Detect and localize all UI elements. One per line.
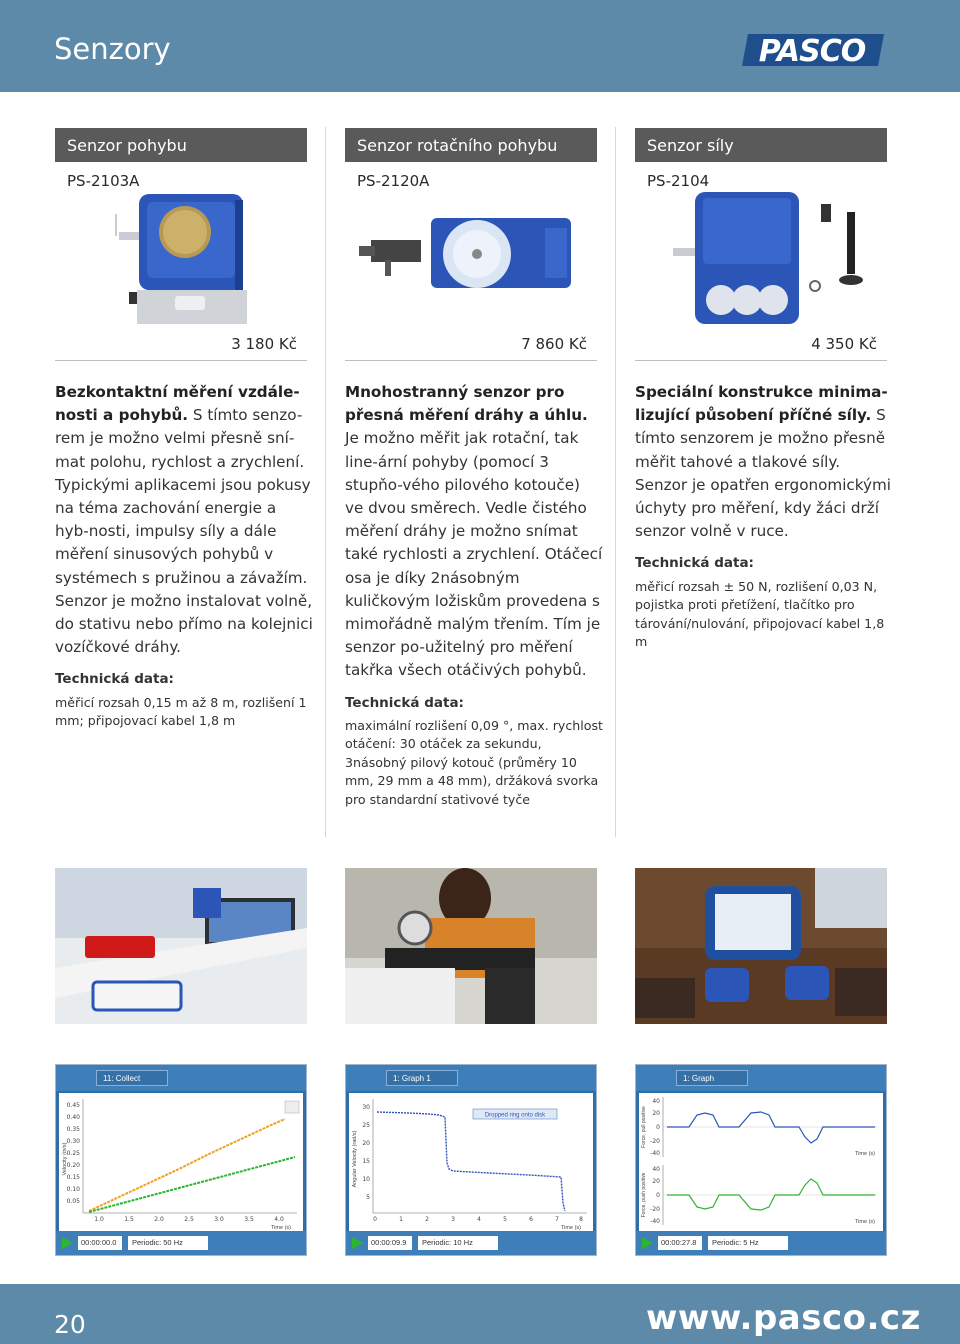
x-tick: 4 [477,1216,481,1223]
rotary-experiment-photo [345,868,597,1024]
description-body: S tímto senzo-rem je možno velmi přesně sní-mat polohu, rychlost a zrychlení. Typickými aplikacemi jsou pokusy na téma zachování energie a hyb-nosti, impulsy síly a dále měření sinusových pohybů v systémech s pružinou a závažím. Senzor je možno instalovat volně, do stativu nebo přímo na kolejnici vozíčkové dráhy. [55,406,313,657]
website-link[interactable]: www.pasco.cz [646,1298,921,1338]
product-code: PS-2120A [357,172,430,190]
product-name: Senzor rotačního pohybu [345,128,597,162]
description-lead: Mnohostranný senzor pro přesná měření dráhy a úhlu. [345,383,588,425]
product-price: 7 860 Kč [521,335,587,353]
y-tick: 0.20 [66,1162,80,1169]
description-body: Je možno měřit jak rotační, tak line-ární pohyby (pomocí 3 stupňo-vého pilového kotouče) ve dvou směrech. Vedle čistého měření dráhy je možno snímat také rychlosti a zrychlení. Otáčecí osa je díky 2násobným kuličkovým ložiskům provedena s mimořádně malým třením. Tím je senzor po-užitelný pro měření takřka všech otáčivých pohybů. [345,429,603,680]
page-tab[interactable]: 1: Graph [676,1070,748,1086]
product-price: 4 350 Kč [811,335,877,353]
app-status-bar [636,1231,886,1255]
x-tick: 2 [425,1216,429,1223]
product-card-force [635,128,887,368]
divider [635,360,887,361]
x-tick: 3.5 [244,1216,254,1223]
app-toolbar [346,1065,596,1091]
product-name: Senzor pohybu [55,128,307,162]
x-tick: 0 [373,1216,377,1223]
motion-sensor-image [55,188,307,328]
software-screenshot-motion [55,1064,307,1256]
app-status-bar [346,1231,596,1255]
y-tick: 20 [652,1178,660,1185]
y-tick: 0.45 [66,1102,80,1109]
elapsed-time: 00:00:09.9 [368,1236,412,1250]
product-code: PS-2103A [67,172,140,190]
x-tick: 2.0 [154,1216,164,1223]
product-description [55,381,313,731]
y-tick: 0 [656,1192,660,1199]
page-title: Senzory [54,32,171,66]
x-axis-label: Time (s) [271,1225,291,1231]
elapsed-time: 00:00:00.0 [78,1236,122,1250]
tech-heading: Technická data: [635,555,754,572]
product-card-motion [55,128,307,368]
x-axis-label: Time (s) [855,1219,875,1225]
y-tick: 40 [652,1098,660,1105]
app-status-bar [56,1231,306,1255]
svg-text:PASCO: PASCO [758,34,866,66]
x-axis-label: Time (s) [561,1225,581,1231]
pasco-logo [742,34,884,66]
y-tick: 10 [362,1176,370,1183]
x-tick: 2.5 [184,1216,194,1223]
angular-velocity-graph [349,1093,593,1231]
y-tick: 0.30 [66,1138,80,1145]
product-price: 3 180 Kč [231,335,297,353]
software-screenshot-rotary [345,1064,597,1256]
description-body: S tímto senzorem je možno přesně měřit tahové a tlakové síly. Senzor je opatřen ergonomickými úchyty pro měření, kdy žáci drží senzor volně v ruce. [635,406,892,541]
play-icon[interactable] [640,1236,654,1250]
y-tick: -40 [650,1218,660,1225]
sample-rate[interactable]: Periodic: 10 Hz [418,1236,498,1250]
y-tick: 25 [362,1122,370,1129]
y-ticks [67,1102,81,1205]
velocity-graph [59,1093,303,1231]
y-tick: 20 [362,1140,370,1147]
product-card-rotary [345,128,597,368]
y-tick: 0.10 [66,1186,80,1193]
app-toolbar [636,1065,886,1091]
motion-experiment-photo [55,868,307,1024]
divider [345,360,597,361]
page-tab[interactable]: 1: Graph 1 [386,1070,458,1086]
tech-data: měřicí rozsah 0,15 m až 8 m, rozlišení 1 mm; připojovací kabel 1,8 m [55,694,307,729]
divider [55,360,307,361]
play-icon[interactable] [350,1236,364,1250]
x-ticks [94,1216,284,1223]
rotary-sensor-image [345,188,597,328]
sample-rate[interactable]: Periodic: 50 Hz [128,1236,208,1250]
x-tick: 3.0 [214,1216,224,1223]
y-tick: 0.40 [66,1114,80,1121]
tech-data: maximální rozlišení 0,09 °, max. rychlost otáčení: 30 otáček za sekundu, 3násobný pilový kotouč (průměry 10 mm, 29 mm a 48 mm), držáková svorka pro standardní stativové tyče [345,717,603,807]
x-tick: 3 [451,1216,455,1223]
series-line [89,1119,285,1211]
force-experiment-photo [635,868,887,1024]
product-description [345,381,603,809]
y-tick: 0.35 [66,1126,80,1133]
force-sensor-image [635,188,887,328]
x-tick: 7 [555,1216,559,1223]
y-tick: -20 [650,1206,660,1213]
x-tick: 5 [503,1216,507,1223]
page-number: 20 [54,1310,86,1339]
x-tick: 6 [529,1216,533,1223]
force-graph [639,1093,883,1231]
software-screenshot-force [635,1064,887,1256]
tech-heading: Technická data: [55,671,174,688]
y-tick: 0 [656,1124,660,1131]
elapsed-time: 00:00:27.8 [658,1236,702,1250]
series-line [667,1112,875,1143]
product-description [635,381,893,652]
series-line [377,1112,565,1211]
tech-heading: Technická data: [345,694,464,711]
product-name: Senzor síly [635,128,887,162]
tech-data: měřicí rozsah ± 50 N, rozlišení 0,03 N, pojistka proti přetížení, tlačítko pro tárování/nulování, připojovací kabel 1,8 m [635,578,885,650]
series-line [667,1179,875,1210]
product-code: PS-2104 [647,172,710,190]
x-tick: 1.5 [124,1216,134,1223]
play-icon[interactable] [60,1236,74,1250]
y-tick: 30 [362,1104,370,1111]
x-tick: 1.0 [94,1216,104,1223]
page-tab[interactable]: 11: Collect [96,1070,168,1086]
y-tick: 5 [366,1194,370,1201]
graph-annotation: Dropped ring onto disk [484,1112,546,1119]
y-tick: 15 [362,1158,370,1165]
description-lead: Speciální konstrukce minima-lizující působení příčné síly. [635,383,888,425]
y-tick: -20 [650,1138,660,1145]
sample-rate[interactable]: Periodic: 5 Hz [708,1236,788,1250]
column-divider [325,127,326,837]
description-lead: Bezkontaktní měření vzdále-nosti a pohybů. [55,383,300,425]
y-tick: 0.15 [66,1174,80,1181]
y-axis-label: Velocity (m/s) [62,1142,68,1176]
x-tick: 4.0 [274,1216,284,1223]
x-tick: 8 [579,1216,583,1223]
y-axis-label: Force, push positive [641,1172,647,1218]
y-tick: 20 [652,1110,660,1117]
x-tick: 1 [399,1216,403,1223]
y-axis-label: Angular Velocity (rad/s) [352,1130,358,1188]
y-tick: 40 [652,1166,660,1173]
y-tick: -40 [650,1150,660,1157]
y-tick: 0.05 [66,1198,80,1205]
y-tick: 0.25 [66,1150,80,1157]
column-divider [615,127,616,837]
x-axis-label: Time (s) [855,1151,875,1157]
y-axis-label: Force, pull positive [641,1106,647,1148]
series-line [89,1157,295,1212]
app-toolbar [56,1065,306,1091]
